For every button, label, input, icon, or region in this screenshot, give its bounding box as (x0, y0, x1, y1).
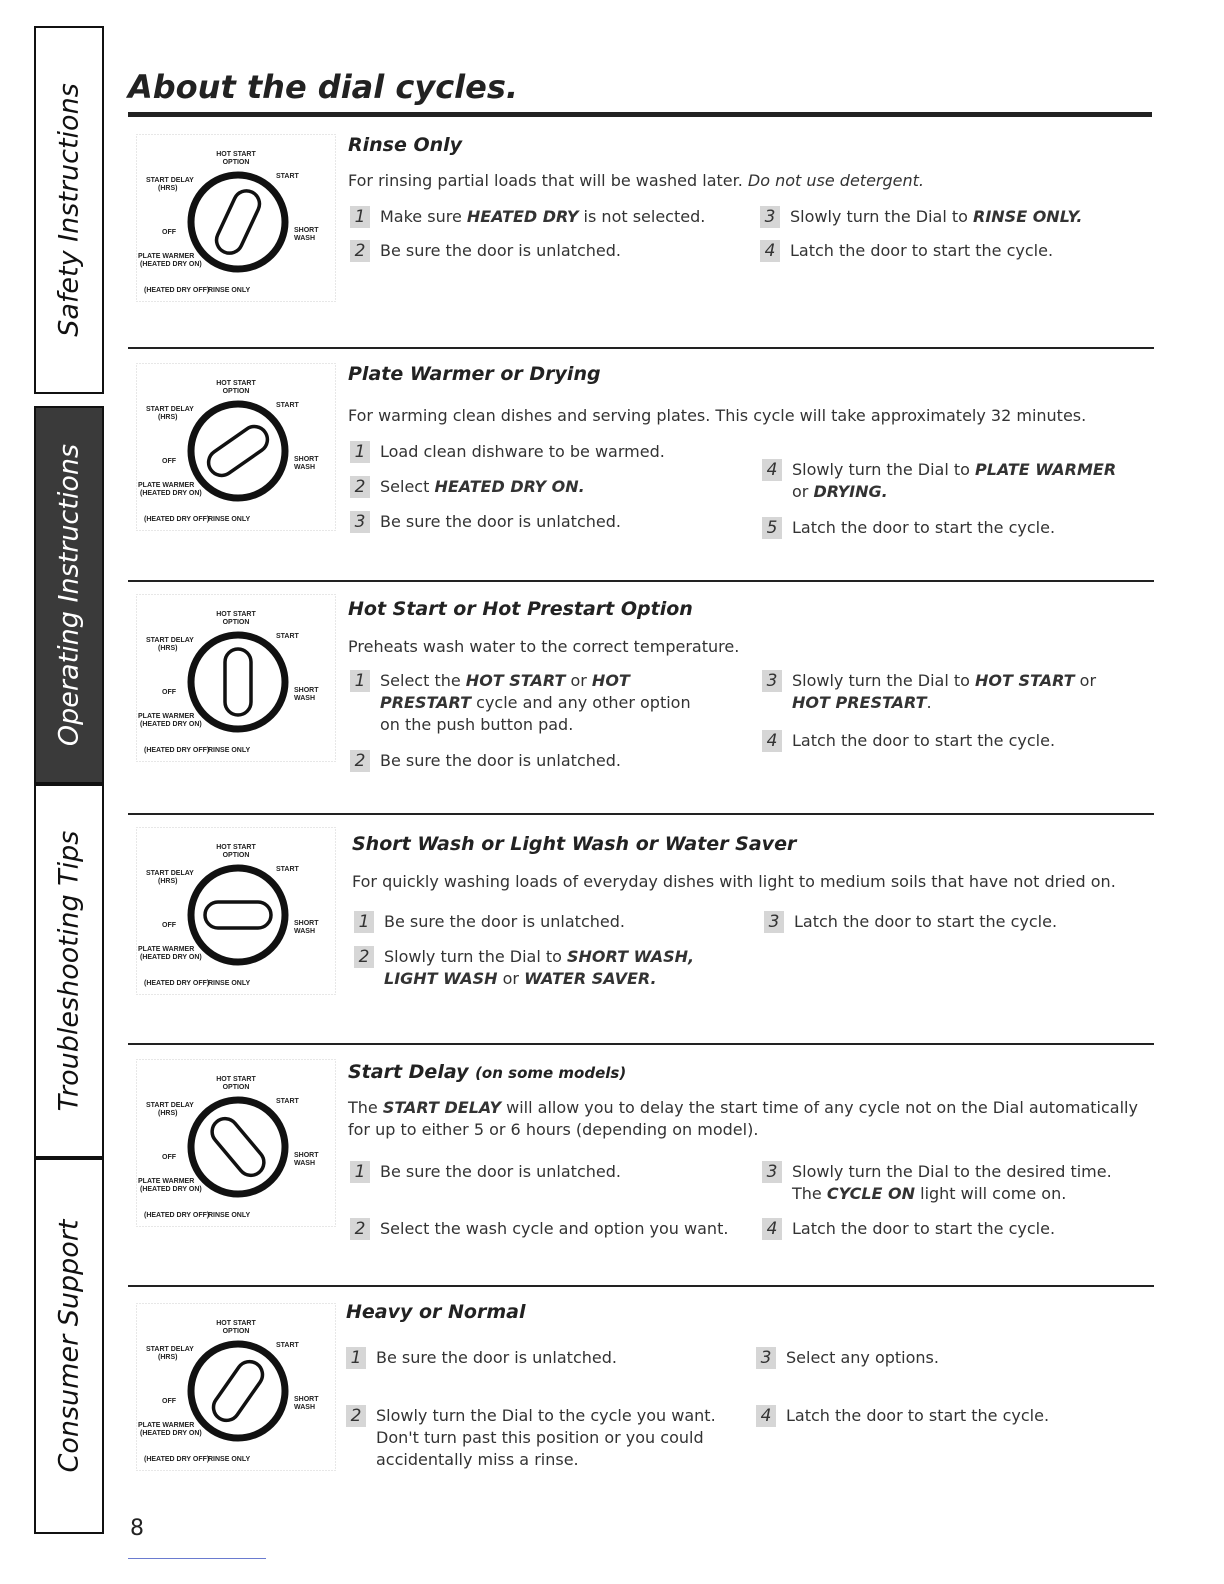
dial-short-wash-icon (136, 827, 336, 995)
section-divider (128, 1285, 1154, 1287)
dial-label-start-delay: START DELAY (146, 406, 194, 413)
step-number: 4 (762, 730, 782, 752)
step-text: Latch the door to start the cycle. (792, 731, 1056, 750)
section-title: Plate Warmer or Drying (348, 363, 601, 385)
step-number: 1 (350, 441, 370, 463)
dial-label-hrs: (HRS) (158, 185, 178, 192)
dial-label-off: OFF (162, 689, 176, 696)
dial-label-off: OFF (162, 1398, 176, 1405)
dial-label-rinse-only: RINSE ONLY (208, 980, 251, 987)
step-number: 5 (762, 517, 782, 539)
step-text: Select HEATED DRY ON. (380, 477, 585, 496)
step-text: Be sure the door is unlatched. (380, 241, 621, 260)
section-divider (128, 813, 1154, 815)
dial-label-plate-warmer: PLATE WARMER (138, 253, 195, 260)
dial-label-off: OFF (162, 458, 176, 465)
step-text: Select the wash cycle and option you want. (380, 1219, 729, 1238)
dial-label-heated-dry-on: (HEATED DRY ON) (140, 490, 202, 497)
section-title: Hot Start or Hot Prestart Option (348, 598, 693, 620)
section-divider (128, 1043, 1154, 1045)
section-start-delay (128, 1043, 1154, 1285)
section-description: For quickly washing loads of everyday dishes with light to medium soils that have not dried on. (352, 872, 1116, 891)
step-text: Slowly turn the Dial to the cycle you want. Don't turn past this position or you could accidentally miss a rinse. (376, 1406, 716, 1469)
dial-label-hrs: (HRS) (158, 645, 178, 652)
dial-pointer (205, 902, 271, 928)
step-number: 4 (762, 459, 782, 481)
step-text: Be sure the door is unlatched. (380, 751, 621, 770)
dial-svg (136, 363, 336, 531)
step-text: Latch the door to start the cycle. (786, 1406, 1050, 1425)
tab-label: Consumer Support (53, 1219, 85, 1473)
dial-label-short: SHORT (294, 1152, 319, 1159)
step-number: 1 (350, 670, 370, 692)
dial-svg (136, 1303, 336, 1471)
dial-label-start: START (276, 173, 299, 180)
page-title: About the dial cycles. (128, 68, 519, 106)
dial-label-option: OPTION (222, 388, 250, 395)
step-text: Be sure the door is unlatched. (380, 1162, 621, 1181)
dial-label-hot-start: HOT START (216, 611, 256, 618)
tab-label: Operating Instructions (53, 443, 85, 747)
dial-label-heated-dry-on: (HEATED DRY ON) (140, 721, 202, 728)
dial-label-start: START (276, 1098, 299, 1105)
dial-label-start: START (276, 402, 299, 409)
dial-label-rinse-only: RINSE ONLY (208, 516, 251, 523)
step-text: Select the HOT START or HOT PRESTART cycle and any other option on the push button pad. (380, 671, 691, 734)
section-short-wash (128, 813, 1154, 1043)
dial-label-heated-dry-off: (HEATED DRY OFF) (144, 980, 210, 987)
tab-safety-instructions[interactable] (34, 26, 104, 394)
section-title: Short Wash or Light Wash or Water Saver (352, 833, 797, 855)
dial-label-heated-dry-on: (HEATED DRY ON) (140, 1430, 202, 1437)
dial-grip (225, 649, 251, 715)
step-number: 2 (350, 476, 370, 498)
dial-label-short: SHORT (294, 456, 319, 463)
tab-label: Troubleshooting Tips (53, 830, 85, 1112)
dial-label-hot-start: HOT START (216, 1076, 256, 1083)
section-title (348, 1061, 626, 1083)
dial-label-rinse-only: RINSE ONLY (208, 1212, 251, 1219)
section-divider (128, 347, 1154, 349)
dial-label-short: SHORT (294, 1396, 319, 1403)
dial-pointer (225, 649, 251, 715)
dial-label-heated-dry-off: (HEATED DRY OFF) (144, 747, 210, 754)
step-text: Slowly turn the Dial to PLATE WARMER or DRYING. (792, 460, 1117, 501)
dial-label-off: OFF (162, 922, 176, 929)
dial-label-start: START (276, 866, 299, 873)
step-text: Slowly turn the Dial to the desired time. The CYCLE ON light will come on. (792, 1162, 1112, 1203)
dial-label-hrs: (HRS) (158, 1110, 178, 1117)
step-number: 2 (350, 1218, 370, 1240)
dial-hot-start-icon (136, 594, 336, 762)
step-number: 1 (346, 1347, 366, 1369)
dial-label-short: SHORT (294, 227, 319, 234)
dial-label-start: START (276, 633, 299, 640)
dial-label-heated-dry-off: (HEATED DRY OFF) (144, 1456, 210, 1463)
dial-label-option: OPTION (222, 1084, 250, 1091)
title-rule (128, 112, 1152, 117)
step-text: Latch the door to start the cycle. (792, 518, 1056, 537)
dial-label-wash: WASH (294, 235, 315, 242)
dial-label-plate-warmer: PLATE WARMER (138, 1422, 195, 1429)
dial-label-start-delay: START DELAY (146, 1102, 194, 1109)
step-text: Slowly turn the Dial to SHORT WASH, LIGHT WASH or WATER SAVER. (384, 947, 695, 988)
dial-label-hot-start: HOT START (216, 844, 256, 851)
section-divider (128, 580, 1154, 582)
section-description: Preheats wash water to the correct temperature. (348, 637, 740, 656)
dial-label-start-delay: START DELAY (146, 870, 194, 877)
step-number: 2 (350, 750, 370, 772)
step-number: 2 (346, 1405, 366, 1427)
dial-svg (136, 1059, 336, 1227)
dial-svg (136, 827, 336, 995)
dial-label-start-delay: START DELAY (146, 1346, 194, 1353)
step-number: 4 (756, 1405, 776, 1427)
dial-label-option: OPTION (222, 159, 250, 166)
step-number: 3 (350, 511, 370, 533)
dial-label-heated-dry-on: (HEATED DRY ON) (140, 1186, 202, 1193)
step-number: 1 (354, 911, 374, 933)
step-number: 4 (760, 240, 780, 262)
tab-label: Safety Instructions (53, 83, 85, 337)
dial-label-off: OFF (162, 229, 176, 236)
dial-label-start: START (276, 1342, 299, 1349)
dial-label-plate-warmer: PLATE WARMER (138, 946, 195, 953)
dial-label-short: SHORT (294, 920, 319, 927)
section-title: Heavy or Normal (346, 1301, 526, 1323)
step-text: Latch the door to start the cycle. (794, 912, 1058, 931)
step-number: 3 (760, 206, 780, 228)
dial-label-off: OFF (162, 1154, 176, 1161)
section-plate-warmer (128, 347, 1154, 579)
step-text: Be sure the door is unlatched. (384, 912, 625, 931)
dial-label-heated-dry-on: (HEATED DRY ON) (140, 954, 202, 961)
dial-label-rinse-only: RINSE ONLY (208, 747, 251, 754)
step-text: Be sure the door is unlatched. (380, 512, 621, 531)
section-title: Rinse Only (348, 134, 463, 156)
section-description (348, 170, 1138, 192)
dial-label-plate-warmer: PLATE WARMER (138, 482, 195, 489)
page-number: 8 (130, 1516, 144, 1541)
dial-label-option: OPTION (222, 619, 250, 626)
dial-label-wash: WASH (294, 1404, 315, 1411)
dial-label-hot-start: HOT START (216, 151, 256, 158)
tab-operating-instructions[interactable] (34, 406, 104, 784)
dial-label-wash: WASH (294, 464, 315, 471)
dial-label-heated-dry-off: (HEATED DRY OFF) (144, 287, 210, 294)
dial-label-start-delay: START DELAY (146, 637, 194, 644)
dial-label-heated-dry-off: (HEATED DRY OFF) (144, 1212, 210, 1219)
step-text: Select any options. (786, 1348, 939, 1367)
step-number: 3 (756, 1347, 776, 1369)
sidebar (34, 26, 104, 1534)
section-title-note: (on some models) (475, 1064, 627, 1082)
step-number: 2 (354, 946, 374, 968)
step-number: 3 (762, 670, 782, 692)
dial-label-plate-warmer: PLATE WARMER (138, 713, 195, 720)
dial-svg (136, 594, 336, 762)
section-rinse-only (128, 126, 1154, 346)
step-number: 1 (350, 206, 370, 228)
dial-label-wash: WASH (294, 695, 315, 702)
dial-heavy-normal-icon (136, 1303, 336, 1471)
dial-label-short: SHORT (294, 687, 319, 694)
step-number: 4 (762, 1218, 782, 1240)
dial-label-hot-start: HOT START (216, 380, 256, 387)
dial-label-plate-warmer: PLATE WARMER (138, 1178, 195, 1185)
dial-label-heated-dry-off: (HEATED DRY OFF) (144, 516, 210, 523)
dial-label-option: OPTION (222, 1328, 250, 1335)
step-text: Latch the door to start the cycle. (792, 1219, 1056, 1238)
footer-rule (128, 1558, 266, 1559)
desc-text: For rinsing partial loads that will be washed later. (348, 171, 743, 190)
section-heavy-normal (128, 1285, 1154, 1485)
section-title-text: Start Delay (348, 1061, 469, 1083)
dial-label-wash: WASH (294, 928, 315, 935)
dial-label-heated-dry-on: (HEATED DRY ON) (140, 261, 202, 268)
section-hot-start (128, 580, 1154, 812)
dial-label-start-delay: START DELAY (146, 177, 194, 184)
step-number: 3 (764, 911, 784, 933)
section-description: For warming clean dishes and serving plates. This cycle will take approximately 32 minutes. (348, 406, 1087, 425)
desc-italic-text: Do not use detergent. (747, 171, 924, 190)
step-number: 3 (762, 1161, 782, 1183)
dial-label-hrs: (HRS) (158, 1354, 178, 1361)
dial-rinse-only-icon (136, 134, 336, 302)
dial-label-option: OPTION (222, 852, 250, 859)
dial-label-hrs: (HRS) (158, 414, 178, 421)
dial-label-rinse-only: RINSE ONLY (208, 1456, 251, 1463)
dial-label-hot-start: HOT START (216, 1320, 256, 1327)
step-text: Be sure the door is unlatched. (376, 1348, 617, 1367)
dial-label-rinse-only: RINSE ONLY (208, 287, 251, 294)
step-text: Latch the door to start the cycle. (790, 241, 1054, 260)
step-number: 2 (350, 240, 370, 262)
dial-start-delay-icon (136, 1059, 336, 1227)
tab-troubleshooting-tips[interactable] (34, 784, 104, 1158)
section-description: The START DELAY will allow you to delay the start time of any cycle not on the Dial automatically for up to either 5 or 6 hours (depending on model). (348, 1098, 1138, 1139)
dial-label-wash: WASH (294, 1160, 315, 1167)
dial-grip (205, 902, 271, 928)
tab-consumer-support[interactable] (34, 1158, 104, 1534)
step-text: Slowly turn the Dial to RINSE ONLY. (790, 207, 1083, 226)
dial-plate-warmer-icon (136, 363, 336, 531)
step-text: Make sure HEATED DRY is not selected. (380, 207, 706, 226)
step-text: Load clean dishware to be warmed. (380, 442, 665, 461)
step-number: 1 (350, 1161, 370, 1183)
dial-svg (136, 134, 336, 302)
dial-label-hrs: (HRS) (158, 878, 178, 885)
step-text: Slowly turn the Dial to HOT START or HOT PRESTART. (792, 671, 1097, 712)
